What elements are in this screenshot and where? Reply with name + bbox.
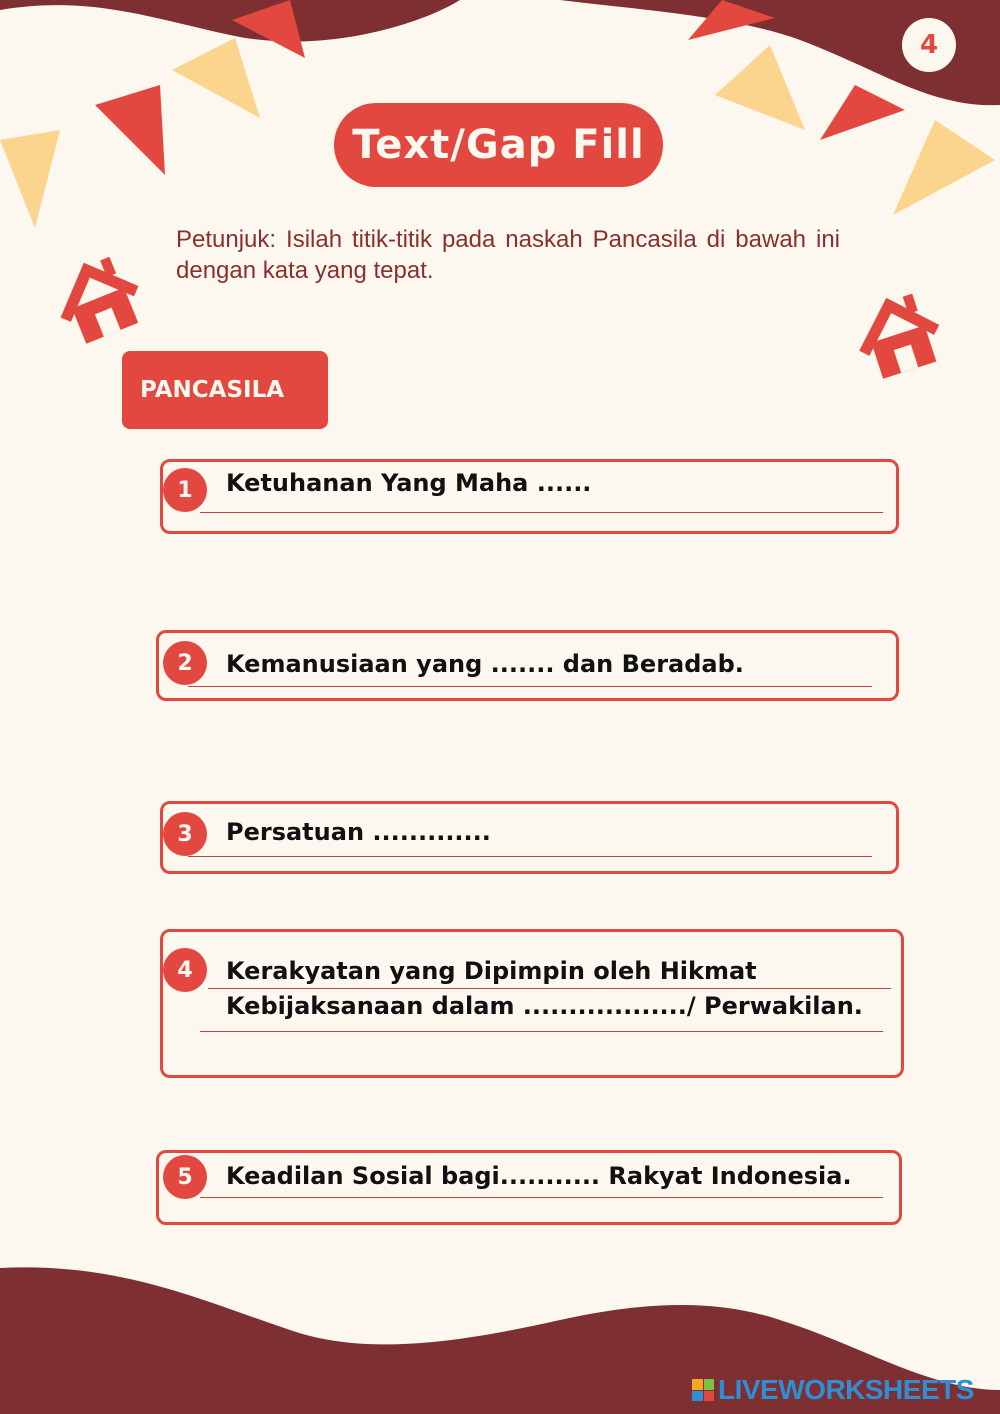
item-text: Kemanusiaan yang ....... dan Beradab.: [226, 650, 744, 678]
watermark: [692, 1372, 974, 1408]
page-title: Text/Gap Fill: [352, 122, 645, 168]
item-number-badge: 2: [163, 641, 207, 685]
watermark-text: LIVEWORKSHEETS: [718, 1374, 974, 1405]
item-text: Ketuhanan Yang Maha ......: [226, 469, 592, 497]
liveworksheets-logo-icon: [692, 1379, 714, 1401]
answer-line[interactable]: [188, 686, 872, 687]
section-tab: [122, 351, 328, 429]
answer-line[interactable]: [200, 512, 883, 513]
item-text: Kebijaksanaan dalam ................../ Perwakilan.: [226, 992, 863, 1020]
item-text: Keadilan Sosial bagi........... Rakyat Indonesia.: [226, 1162, 852, 1190]
bunting-flag: [172, 38, 260, 118]
bunting-flag: [820, 85, 905, 140]
top-wave-left: [0, 0, 460, 42]
bunting-flag: [0, 130, 60, 228]
bunting-flag: [715, 45, 805, 130]
house-icon: [846, 285, 949, 383]
bunting-flag: [95, 85, 165, 175]
item-text: Persatuan .............: [226, 818, 491, 846]
answer-line[interactable]: [188, 856, 872, 857]
item-number-badge: 1: [163, 468, 207, 512]
item-number-badge: 3: [163, 812, 207, 856]
answer-line[interactable]: [200, 1197, 883, 1198]
house-icon: [45, 247, 151, 349]
answer-line[interactable]: [200, 1031, 883, 1032]
item-text: Kerakyatan yang Dipimpin oleh Hikmat: [226, 957, 757, 985]
instructions-text: Petunjuk: Isilah titik-titik pada naskah Pancasila di bawah ini dengan kata yang tepat.: [176, 226, 840, 284]
title-badge: [336, 105, 661, 185]
item-number-badge: 5: [163, 1155, 207, 1199]
section-label: PANCASILA: [140, 377, 285, 403]
bunting-flag: [893, 120, 995, 215]
item-number-badge: 4: [163, 948, 207, 992]
page-number: 4: [902, 18, 956, 72]
